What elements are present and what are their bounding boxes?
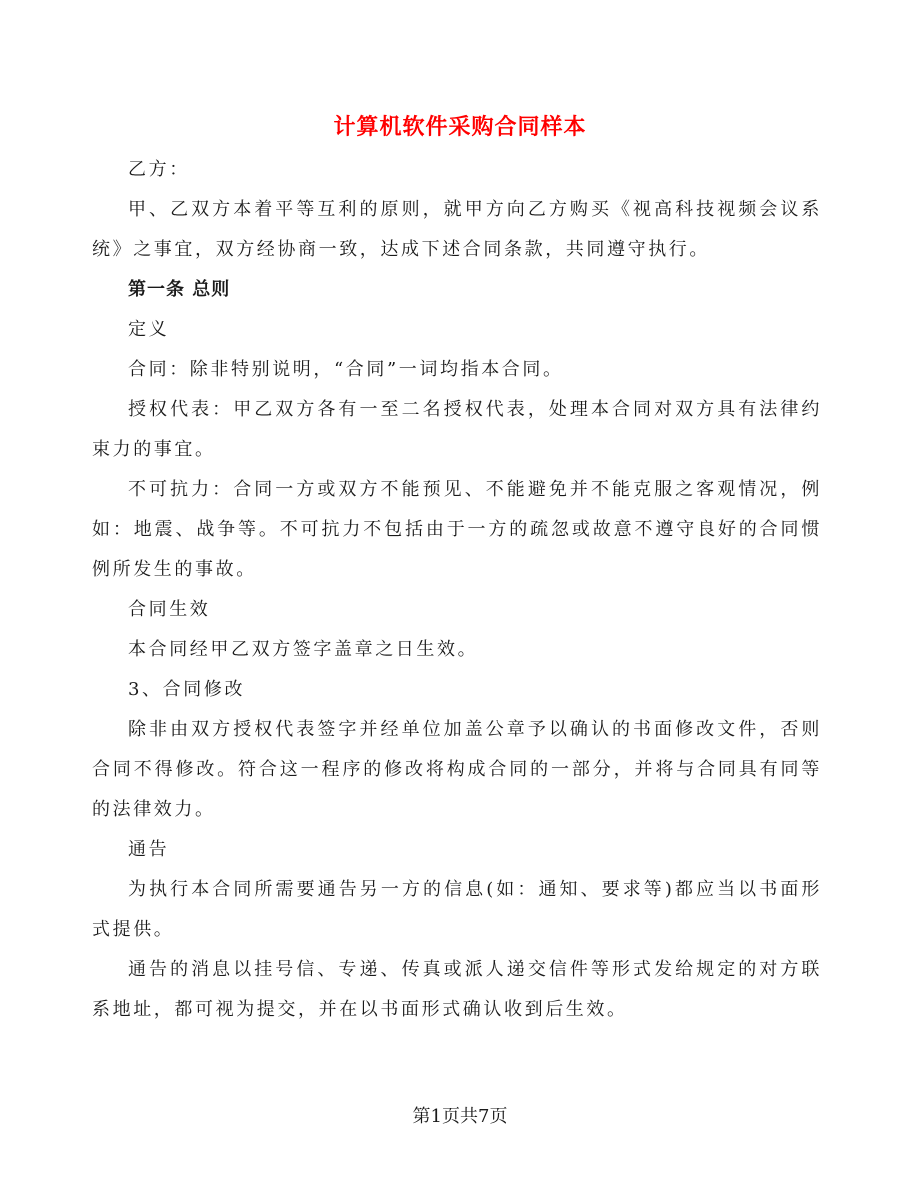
document-title: 计算机软件采购合同样本	[333, 115, 587, 140]
subheading-contract-effective: 合同生效	[128, 599, 211, 620]
subheading-notices: 通告	[128, 839, 170, 860]
paragraph-notice-form: 为执行本合同所需要通告另一方的信息(如：通知、要求等)都应当以书面形式提供。	[92, 879, 822, 940]
subheading-definitions: 定义	[128, 319, 170, 340]
paragraph-authorized-representative: 授权代表：甲乙双方各有一至二名授权代表，处理本合同对双方具有法律约束力的事宜。	[92, 399, 822, 460]
subheading-contract-modification: 3、合同修改	[128, 679, 246, 700]
paragraph-effective-date: 本合同经甲乙双方签字盖章之日生效。	[128, 639, 479, 660]
page-indicator: 第1页共7页	[412, 1106, 508, 1127]
document-body	[92, 150, 822, 1030]
paragraph-force-majeure: 不可抗力：合同一方或双方不能预见、不能避免并不能克服之客观情况，例如：地震、战争等。不可抗力不包括由于一方的疏忽或故意不遵守良好的合同惯例所发生的事故。	[92, 479, 822, 580]
paragraph-notice-delivery: 通告的消息以挂号信、专递、传真或派人递交信件等形式发给规定的对方联系地址，都可视为提交，并在以书面形式确认收到后生效。	[92, 959, 822, 1020]
paragraph-modification-rules: 除非由双方授权代表签字并经单位加盖公章予以确认的书面修改文件，否则合同不得修改。符合这一程序的修改将构成合同的一部分，并将与合同具有同等的法律效力。	[92, 719, 822, 820]
paragraph-preamble: 甲、乙双方本着平等互利的原则，就甲方向乙方购买《视高科技视频会议系统》之事宜，双方经协商一致，达成下述合同条款，共同遵守执行。	[92, 199, 822, 260]
section-heading-general: 第一条 总则	[128, 279, 231, 300]
paragraph-party-b: 乙方：	[128, 159, 190, 180]
paragraph-contract-definition: 合同：除非特别说明，“合同”一词均指本合同。	[128, 359, 564, 380]
